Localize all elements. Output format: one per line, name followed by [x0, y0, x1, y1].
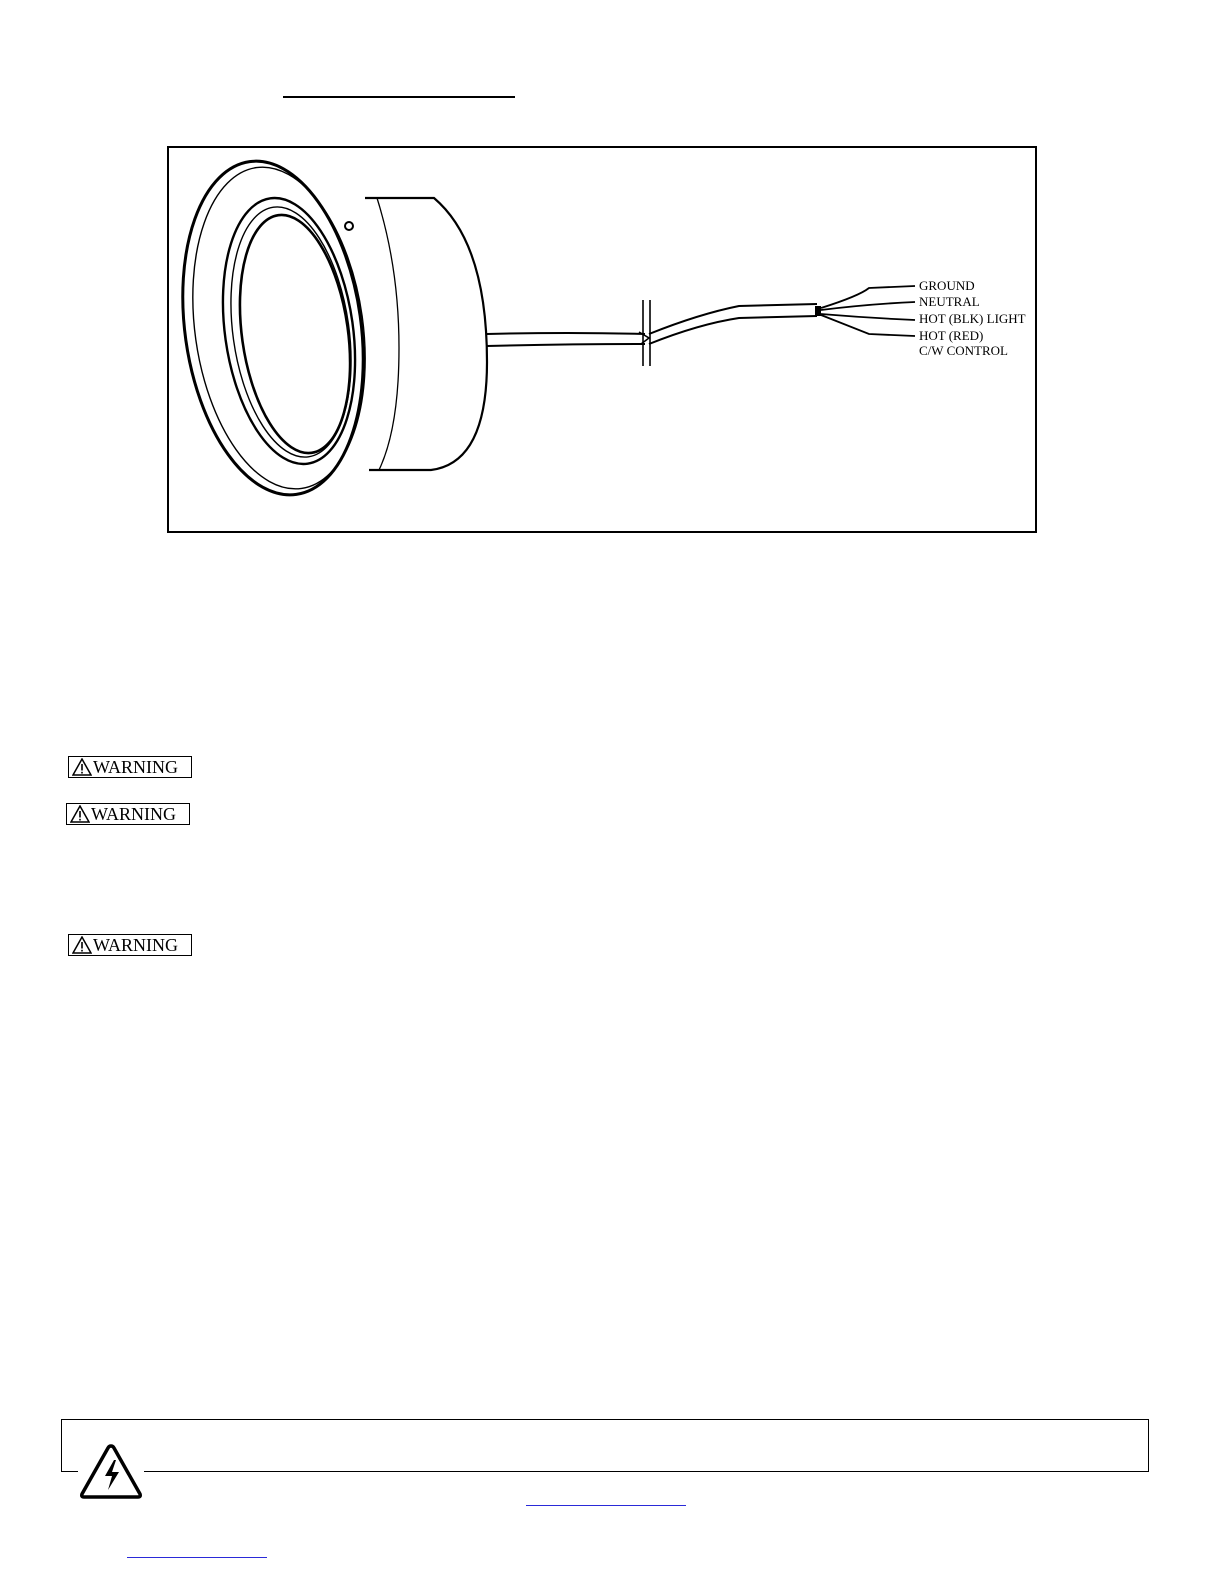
label-ground: GROUND [919, 278, 975, 293]
label-hot-red: HOT (RED) [919, 328, 984, 343]
housing-body [365, 198, 487, 470]
warning-badge-1 [68, 756, 192, 778]
label-hot-blk: HOT (BLK) LIGHT [919, 311, 1026, 326]
cable-lower-2 [649, 316, 817, 344]
warning-label: WARNING [91, 804, 176, 824]
fixture-drawing [169, 148, 1035, 531]
notice-box [61, 1419, 1149, 1472]
cable-lower [487, 344, 645, 346]
link-underline[interactable] [526, 1505, 686, 1506]
label-neutral: NEUTRAL [919, 294, 980, 309]
warning-label: WARNING [93, 757, 178, 777]
wire-hot-blk [821, 314, 915, 320]
trim-screw [345, 222, 353, 230]
electrical-hazard-icon [78, 1442, 144, 1500]
warning-triangle-icon [72, 936, 92, 954]
fixture-diagram [167, 146, 1037, 533]
warning-triangle-icon [70, 805, 90, 823]
warning-label: WARNING [93, 935, 178, 955]
warning-triangle-icon [72, 758, 92, 776]
warning-badge-3 [68, 934, 192, 956]
title-underline [283, 96, 515, 98]
warning-badge-2 [66, 803, 190, 825]
cable-upper [487, 333, 645, 334]
label-cw-control: C/W CONTROL [919, 343, 1008, 358]
link-underline[interactable] [127, 1557, 267, 1558]
